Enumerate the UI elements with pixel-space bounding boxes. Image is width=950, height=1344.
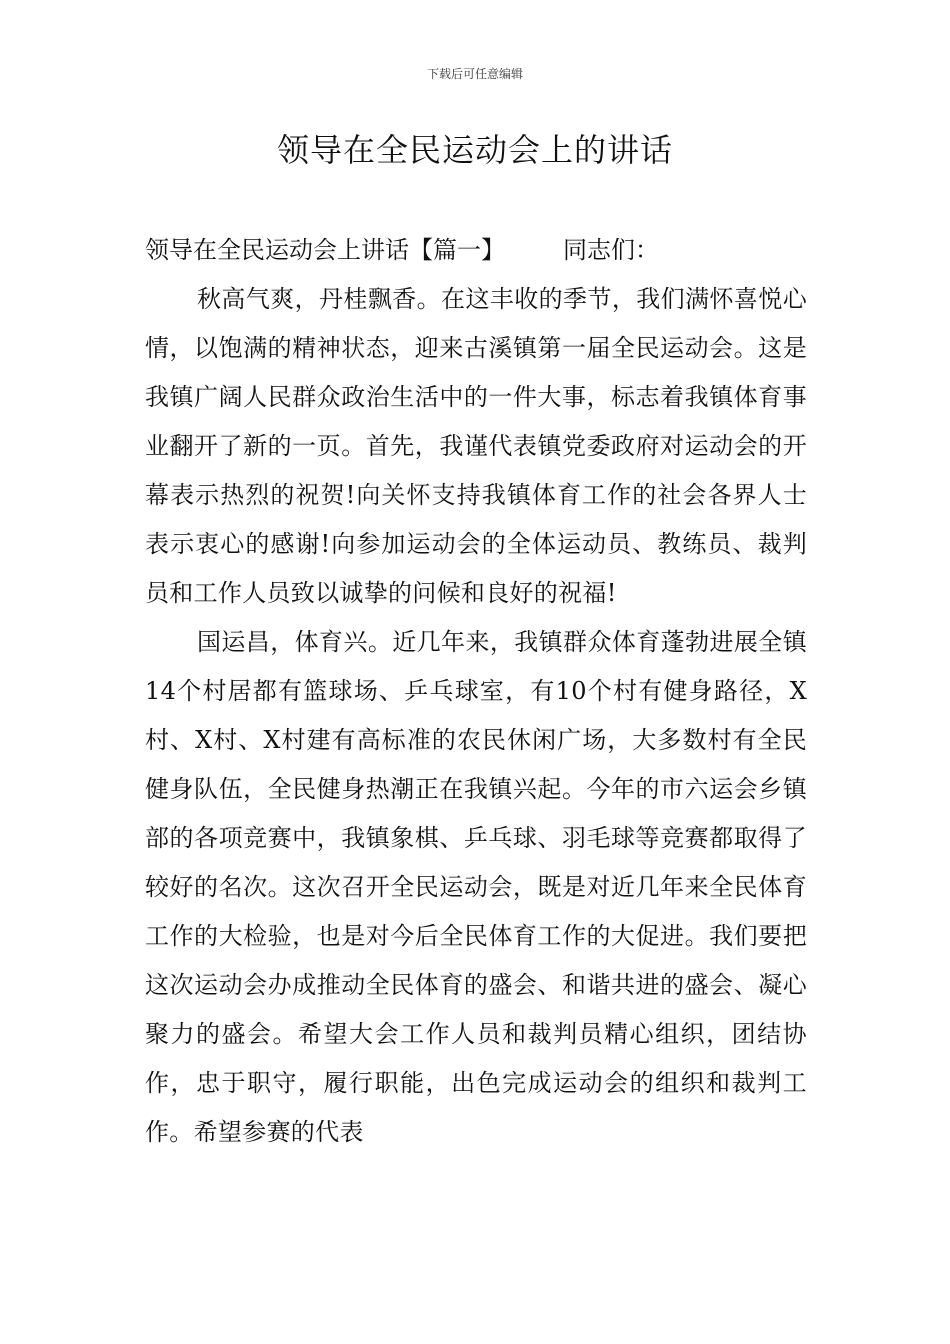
paragraph-1: 秋高气爽，丹桂飘香。在这丰收的季节，我们满怀喜悦心情，以饱满的精神状态，迎来古溪镇第一届全民运动会。这是我镇广阔人民群众政治生活中的一件大事，标志着我镇体育事业翻开了新的一页。首先，我谨代表镇党委政府对运动会的开幕表示热烈的祝贺!向关怀支持我镇体育工作的社会各界人士表示衷心的感谢!向参加运动会的全体运动员、教练员、裁判员和工作人员致以诚挚的问候和良好的祝福! [145, 285, 807, 607]
document-title: 领导在全民运动会上的讲话 [276, 131, 673, 169]
header-note: 下载后可任意编辑 [426, 67, 523, 81]
salutation: 同志们： [563, 236, 659, 264]
document-body [145, 226, 807, 1157]
section-heading-line [145, 226, 807, 275]
paragraph-2: 国运昌，体育兴。近几年来，我镇群众体育蓬勃进展全镇14个村居都有篮球场、乒乓球室，有10个村有健身路径，X村、X村、X村建有高标准的农民休闲广场，大多数村有全民健身队伍，全民健身热潮正在我镇兴起。今年的市六运会乡镇部的各项竞赛中，我镇象棋、乒乓球、羽毛球等竞赛都取得了较好的名次。这次召开全民运动会，既是对近几年来全民体育工作的大检验，也是对今后全民体育工作的大促进。我们要把这次运动会办成推动全民体育的盛会、和谐共进的盛会、凝心聚力的盛会。希望大会工作人员和裁判员精心组织，团结协作，忠于职守，履行职能，出色完成运动会的组织和裁判工作。希望参赛的代表 [145, 628, 807, 1146]
section-heading: 领导在全民运动会上讲话【篇一】 [145, 236, 505, 264]
